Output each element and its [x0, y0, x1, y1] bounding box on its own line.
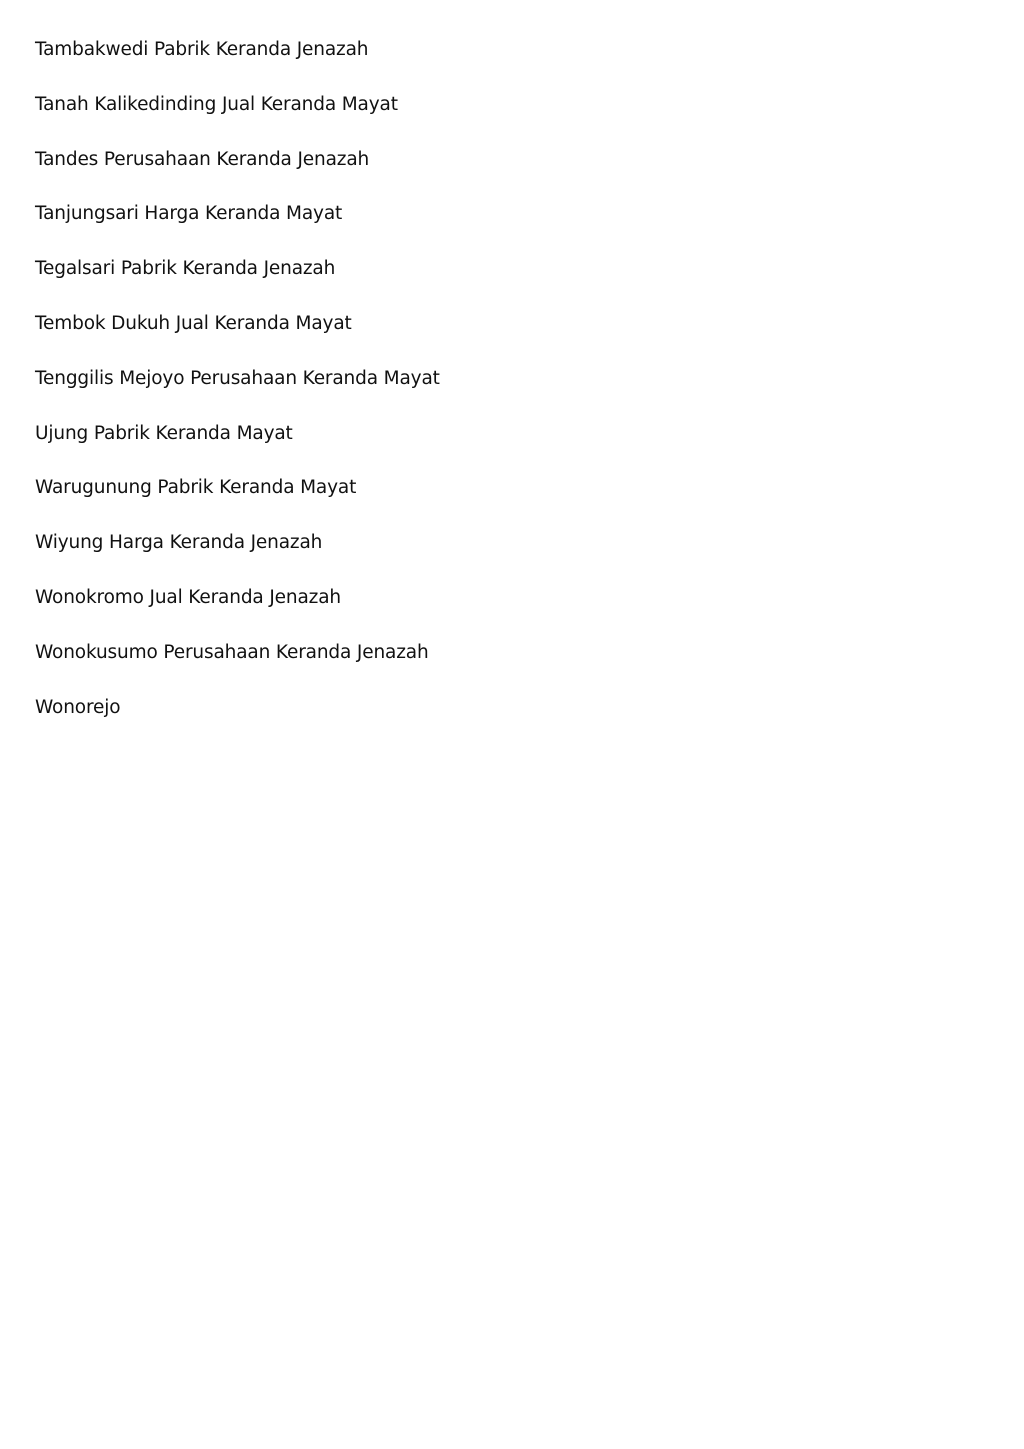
list-item: Ujung Pabrik Keranda Mayat [35, 422, 293, 444]
list-item: Tanah Kalikedinding Jual Keranda Mayat [35, 93, 398, 115]
list-item: Tegalsari Pabrik Keranda Jenazah [35, 258, 336, 280]
list-item: Tandes Perusahaan Keranda Jenazah [35, 148, 370, 170]
list-item: Tanjungsari Harga Keranda Mayat [35, 203, 343, 225]
list-item: Tambakwedi Pabrik Keranda Jenazah [35, 39, 369, 60]
list-item: Wiyung Harga Keranda Jenazah [35, 532, 323, 554]
location-list [35, 37, 440, 749]
list-item: Wonokusumo Perusahaan Keranda Jenazah [35, 641, 429, 663]
list-item: Tembok Dukuh Jual Keranda Mayat [35, 312, 352, 334]
list-item: Tenggilis Mejoyo Perusahaan Keranda Mayat [35, 367, 440, 389]
list-item: Wonokromo Jual Keranda Jenazah [35, 586, 341, 608]
list-item: Wonorejo [35, 696, 121, 718]
list-item: Warugunung Pabrik Keranda Mayat [35, 477, 357, 499]
